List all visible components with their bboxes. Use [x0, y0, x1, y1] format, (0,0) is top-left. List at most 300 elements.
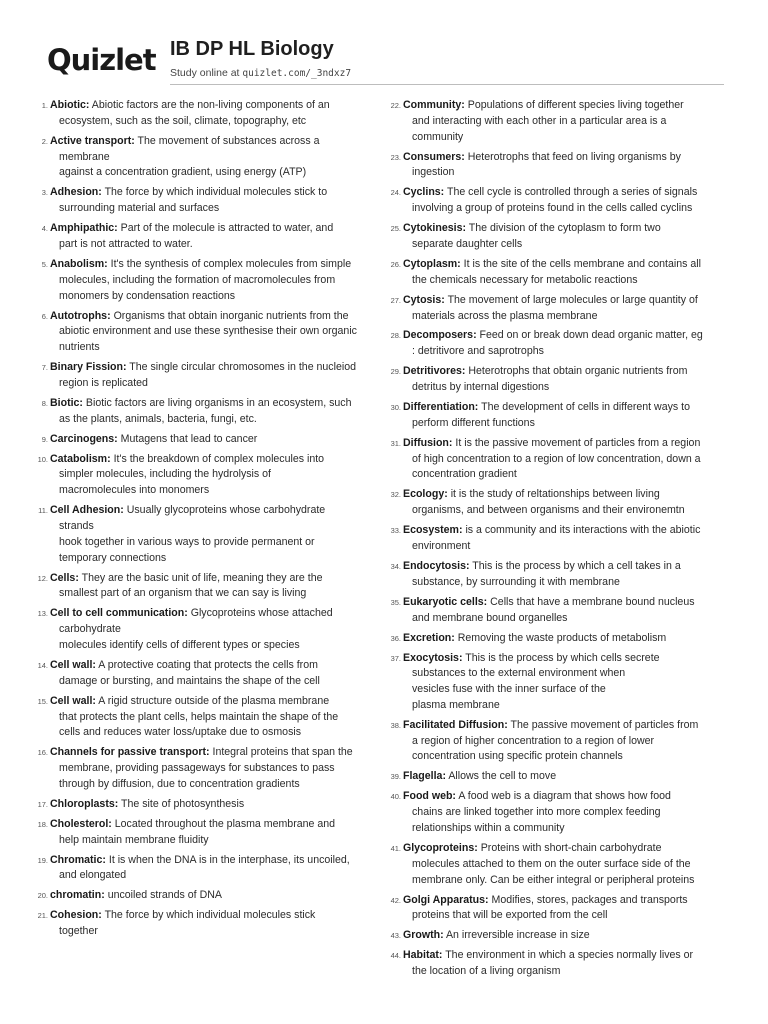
term-number: 26. — [390, 259, 401, 269]
term-number: 42. — [390, 895, 401, 905]
definition-text: macromolecules into monomers — [59, 484, 210, 497]
term-line — [403, 682, 723, 698]
definition-text: community — [412, 130, 464, 143]
term-number: 33. — [390, 526, 401, 536]
definition-text: substances to the external environment when — [412, 667, 626, 680]
term-line — [403, 293, 723, 309]
term-name: Biotic: — [50, 396, 83, 409]
term-line — [50, 658, 364, 674]
definition-text: smallest part of an organism that we can say is living — [59, 587, 307, 600]
definition-text: the location of a living organism — [412, 965, 561, 978]
term-name: Anabolism: — [50, 257, 108, 270]
definition-text: The site of photosynthesis — [121, 797, 245, 810]
term-line — [50, 376, 364, 392]
definition-text: Modifies, stores, packages and transports — [491, 893, 688, 906]
definition-text: It's the breakdown of complex molecules into — [113, 452, 325, 465]
term-line — [403, 416, 723, 432]
term-name: Cytokinesis: — [403, 222, 466, 235]
term-line — [403, 380, 723, 396]
term-line — [403, 237, 723, 253]
term-entry — [383, 523, 723, 555]
term-line — [50, 761, 364, 777]
term-number: 41. — [390, 844, 401, 854]
definition-text: Organisms that obtain inorganic nutrients from the — [113, 309, 349, 322]
term-number: 20. — [37, 891, 48, 901]
term-line — [50, 114, 364, 130]
term-entry — [383, 789, 723, 836]
term-name: Consumers: — [403, 150, 465, 163]
term-line — [50, 797, 364, 813]
term-entry — [30, 853, 364, 885]
term-number: 23. — [390, 152, 401, 162]
definition-text: The environment in which a species normally lives or — [445, 949, 694, 962]
term-entry — [30, 360, 364, 392]
term-entry — [383, 595, 723, 627]
term-number: 44. — [390, 951, 401, 961]
term-name: Cytoplasm: — [403, 257, 461, 270]
definition-text: against a concentration gradient, using energy (ATP) — [59, 166, 307, 179]
definition-text: A food web is a diagram that shows how food — [458, 790, 671, 803]
term-line — [50, 817, 364, 833]
term-entry — [30, 257, 364, 304]
definition-text: Populations of different species living together — [467, 99, 684, 111]
definition-text: concentration gradient — [412, 468, 517, 481]
term-entry — [383, 559, 723, 591]
term-line — [403, 201, 723, 217]
term-name: Differentiation: — [403, 401, 479, 414]
term-name: Cholesterol: — [50, 817, 112, 830]
term-line — [50, 360, 364, 376]
term-line — [403, 698, 723, 714]
term-line — [50, 452, 364, 468]
term-line — [50, 745, 364, 761]
definition-text: This is the process by which cells secrete — [465, 651, 660, 664]
term-name: chromatin: — [50, 889, 105, 902]
term-line — [403, 503, 723, 519]
definition-text: perform different functions — [412, 416, 535, 429]
term-number: 29. — [390, 367, 401, 377]
term-line — [50, 340, 364, 356]
term-line — [403, 185, 723, 201]
term-line — [403, 575, 723, 591]
definition-text: that protects the plant cells, helps maintain the shape of the — [59, 710, 339, 723]
term-entry — [383, 436, 723, 483]
term-number: 35. — [390, 597, 401, 607]
definition-text: Located throughout the plasma membrane and — [114, 817, 336, 830]
term-name: Chromatic: — [50, 853, 106, 866]
term-entry — [383, 98, 723, 145]
term-line — [403, 651, 723, 667]
term-line — [50, 586, 364, 602]
term-name: Abiotic: — [50, 99, 90, 111]
term-entry — [30, 606, 364, 653]
term-number: 11. — [38, 506, 48, 516]
term-line — [50, 289, 364, 305]
definition-text: It is the site of the cells membrane and contains all — [463, 257, 701, 270]
term-line — [403, 273, 723, 289]
study-url-link[interactable]: quizlet.com/_3ndxz7 — [242, 68, 352, 79]
term-line — [403, 165, 723, 181]
definition-text: chains are linked together into more complex feeding — [412, 806, 661, 819]
term-line — [50, 165, 364, 181]
term-entry — [383, 893, 723, 925]
definition-text: : detritivore and saprotrophs — [412, 345, 544, 358]
term-line — [50, 571, 364, 587]
term-entry — [30, 817, 364, 849]
term-line — [50, 622, 364, 638]
term-entry — [30, 503, 364, 566]
definition-text: membrane — [59, 150, 110, 163]
term-entry — [383, 631, 723, 647]
definition-text: Feed on or break down dead organic matter, eg — [479, 329, 703, 342]
definition-text: Mutagens that lead to cancer — [120, 432, 258, 445]
term-number: 22. — [390, 101, 401, 110]
term-entry — [383, 364, 723, 396]
term-name: Facilitated Diffusion: — [403, 718, 508, 731]
definition-text: materials across the plasma membrane — [412, 309, 598, 322]
term-line — [50, 273, 364, 289]
term-number: 8. — [41, 398, 48, 408]
term-line — [403, 841, 723, 857]
term-number: 25. — [390, 224, 401, 234]
term-name: Food web: — [403, 790, 456, 803]
definition-text: temporary connections — [59, 551, 167, 564]
term-entry — [30, 452, 364, 499]
term-entry — [30, 98, 364, 130]
term-line — [50, 432, 364, 448]
term-number: 43. — [390, 931, 401, 941]
term-entry — [383, 293, 723, 325]
term-line — [50, 412, 364, 428]
term-entry — [30, 571, 364, 603]
term-line — [403, 559, 723, 575]
term-number: 16. — [37, 748, 48, 758]
term-name: Cell wall: — [50, 658, 96, 671]
term-line — [50, 237, 364, 253]
definition-text: The passive movement of particles from — [510, 718, 699, 731]
term-line — [50, 221, 364, 237]
term-line — [50, 324, 364, 340]
term-name: Catabolism: — [50, 452, 111, 465]
definition-text: An irreversible increase in size — [445, 929, 590, 942]
term-line — [50, 725, 364, 741]
term-name: Cell to cell communication: — [50, 607, 188, 620]
term-name: Cohesion: — [50, 909, 102, 922]
term-number: 21. — [37, 911, 48, 921]
term-name: Carcinogens: — [50, 432, 118, 445]
definition-text: it is the study of reltationships between living — [450, 488, 660, 501]
term-line — [50, 908, 364, 924]
definition-text: Heterotrophs that feed on living organisms by — [467, 150, 681, 163]
term-name: Cells: — [50, 571, 79, 584]
term-entry — [30, 432, 364, 448]
term-number: 6. — [41, 311, 48, 321]
term-line — [50, 924, 364, 940]
definition-text: strands — [59, 520, 94, 532]
term-line — [50, 777, 364, 793]
definition-text: damage or bursting, and maintains the shape of the cell — [59, 674, 320, 687]
term-name: Glycoproteins: — [403, 842, 478, 855]
set-title: IB DP HL Biology — [170, 38, 334, 60]
term-number: 18. — [37, 819, 48, 829]
definition-text: Abiotic factors are the non-living components of an — [91, 99, 330, 111]
term-line — [50, 606, 364, 622]
definition-text: simpler molecules, including the hydrolysis of — [59, 468, 271, 481]
term-line — [403, 344, 723, 360]
term-number: 3. — [41, 188, 48, 198]
term-line — [403, 487, 723, 503]
term-entry — [383, 257, 723, 289]
term-name: Channels for passive transport: — [50, 746, 210, 759]
definition-text: substance, by surrounding it with membrane — [412, 575, 620, 588]
term-line — [403, 595, 723, 611]
term-line — [50, 257, 364, 273]
term-name: Flagella: — [403, 770, 446, 783]
definition-text: The movement of large molecules or large quantity of — [447, 293, 698, 306]
definition-text: the chemicals necessary for metabolic reactions — [412, 273, 638, 286]
definition-text: separate daughter cells — [412, 237, 523, 250]
definition-text: a region of higher concentration to a region of lower — [412, 734, 655, 747]
term-entry — [30, 221, 364, 253]
term-line — [403, 857, 723, 873]
term-number: 13. — [37, 609, 48, 619]
term-line — [50, 98, 364, 114]
term-line — [50, 150, 364, 166]
term-line — [50, 503, 364, 519]
term-line — [50, 888, 364, 904]
term-line — [50, 483, 364, 499]
term-name: Cell wall: — [50, 694, 96, 707]
term-name: Golgi Apparatus: — [403, 893, 489, 906]
term-entry — [30, 908, 364, 940]
term-line — [403, 718, 723, 734]
term-entry — [30, 134, 364, 181]
term-line — [403, 130, 723, 146]
term-line — [403, 908, 723, 924]
term-line — [403, 523, 723, 539]
term-line — [50, 638, 364, 654]
terms-column-left — [30, 98, 364, 944]
term-entry — [383, 841, 723, 888]
term-line — [50, 201, 364, 217]
term-line — [403, 928, 723, 944]
quizlet-logo: Quizlet — [47, 43, 156, 77]
term-name: Binary Fission: — [50, 361, 127, 374]
term-line — [403, 150, 723, 166]
term-name: Excretion: — [403, 631, 455, 644]
term-number: 9. — [41, 434, 48, 444]
term-name: Growth: — [403, 929, 444, 942]
term-line — [403, 452, 723, 468]
term-line — [403, 221, 723, 237]
definition-text: Heterotrophs that obtain organic nutrients from — [468, 365, 688, 378]
term-number: 17. — [37, 799, 48, 809]
term-line — [50, 309, 364, 325]
term-line — [50, 134, 364, 150]
term-number: 30. — [390, 403, 401, 413]
term-name: Chloroplasts: — [50, 797, 119, 810]
definition-text: region is replicated — [59, 376, 148, 389]
term-line — [403, 893, 723, 909]
term-line — [403, 631, 723, 647]
term-entry — [30, 888, 364, 904]
term-entry — [383, 487, 723, 519]
definition-text: help maintain membrane fluidity — [59, 833, 209, 846]
definition-text: monomers by condensation reactions — [59, 289, 236, 302]
term-entry — [383, 948, 723, 980]
term-line — [50, 396, 364, 412]
term-line — [403, 467, 723, 483]
term-line — [403, 436, 723, 452]
definition-text: Biotic factors are living organisms in an ecosystem, such — [85, 396, 352, 409]
term-line — [403, 789, 723, 805]
term-entry — [383, 769, 723, 785]
definition-text: nutrients — [59, 341, 100, 354]
term-line — [50, 519, 364, 535]
definition-text: molecules, including the formation of macromolecules from — [59, 273, 336, 286]
definition-text: They are the basic unit of life, meaning they are the — [81, 571, 323, 584]
definition-text: part is not attracted to water. — [59, 237, 193, 250]
term-number: 7. — [41, 363, 48, 373]
term-name: Ecosystem: — [403, 524, 463, 537]
term-line — [403, 364, 723, 380]
term-name: Habitat: — [403, 949, 443, 962]
term-entry — [30, 396, 364, 428]
term-line — [50, 185, 364, 201]
term-line — [403, 611, 723, 627]
definition-text: Proteins with short-chain carbohydrate — [480, 842, 662, 855]
definition-text: Integral proteins that span the — [212, 746, 353, 759]
term-entry — [383, 150, 723, 182]
term-entry — [30, 694, 364, 741]
term-name: Cell Adhesion: — [50, 504, 124, 517]
term-entry — [383, 928, 723, 944]
definition-text: carbohydrate — [59, 623, 121, 636]
definition-text: and interacting with each other in a particular area is a — [412, 114, 667, 127]
term-line — [403, 873, 723, 889]
definition-text: The cell cycle is controlled through a series of signals — [446, 186, 698, 199]
definition-text: vesicles fuse with the inner surface of the — [412, 683, 606, 696]
term-name: Diffusion: — [403, 436, 453, 449]
definition-text: environment — [412, 539, 471, 552]
term-line — [403, 257, 723, 273]
term-number: 38. — [390, 720, 401, 730]
page-header — [0, 0, 768, 90]
term-entry — [30, 185, 364, 217]
definition-text: molecules attached to them on the outer surface side of the — [412, 857, 691, 870]
definition-text: organisms, and between organisms and their environemtn — [412, 504, 685, 517]
term-name: Detritivores: — [403, 365, 466, 378]
definition-text: proteins that will be exported from the cell — [412, 909, 608, 922]
term-name: Autotrophs: — [50, 309, 111, 322]
definition-text: concentration using specific protein channels — [412, 750, 623, 763]
term-line — [403, 749, 723, 765]
definition-text: detritus by internal digestions — [412, 381, 550, 394]
term-number: 14. — [37, 660, 48, 670]
definition-text: involving a group of proteins found in the cells called cyclins — [412, 202, 693, 215]
definition-text: Cells that have a membrane bound nucleus — [490, 595, 695, 608]
term-line — [403, 539, 723, 555]
term-number: 27. — [390, 295, 401, 305]
definition-text: and membrane bound organelles — [412, 611, 568, 624]
term-line — [50, 551, 364, 567]
term-number: 37. — [390, 653, 401, 663]
term-line — [50, 467, 364, 483]
term-name: Eukaryotic cells: — [403, 595, 488, 608]
definition-text: The movement of substances across a — [137, 134, 320, 147]
term-entry — [30, 309, 364, 356]
term-entry — [383, 185, 723, 217]
term-number: 12. — [37, 573, 48, 583]
definition-text: A rigid structure outside of the plasma membrane — [98, 694, 330, 707]
term-number: 24. — [390, 188, 401, 198]
definition-text: through by diffusion, due to concentration gradients — [59, 777, 300, 790]
term-name: Cyclins: — [403, 186, 445, 199]
term-entry — [383, 328, 723, 360]
definition-text: plasma membrane — [412, 698, 500, 711]
header-divider — [170, 84, 724, 85]
definition-text: The force by which individual molecules stick to — [104, 186, 328, 199]
term-name: Cytosis: — [403, 293, 445, 306]
term-line — [403, 328, 723, 344]
term-name: Amphipathic: — [50, 222, 118, 235]
term-line — [403, 821, 723, 837]
term-line — [403, 734, 723, 750]
definition-text: Removing the waste products of metabolism — [457, 631, 667, 644]
term-name: Endocytosis: — [403, 559, 470, 572]
term-line — [403, 769, 723, 785]
definition-text: of high concentration to a region of low concentration, down a — [412, 452, 701, 465]
definition-text: Part of the molecule is attracted to water, and — [120, 222, 334, 235]
definition-text: It's the synthesis of complex molecules from simple — [110, 257, 352, 270]
definition-text: hook together in various ways to provide permanent or — [59, 535, 315, 548]
term-number: 10. — [37, 454, 48, 464]
definition-text: relationships within a community — [412, 822, 565, 835]
definition-text: A protective coating that protects the cells from — [98, 658, 318, 671]
term-line — [403, 114, 723, 130]
term-name: Decomposers: — [403, 329, 477, 342]
term-line — [50, 674, 364, 690]
definition-text: Glycoproteins whose attached — [190, 607, 333, 620]
term-line — [50, 853, 364, 869]
definition-text: Allows the cell to move — [448, 770, 557, 783]
definition-text: The force by which individual molecules stick — [104, 909, 316, 922]
term-name: Exocytosis: — [403, 651, 463, 664]
definition-text: The single circular chromosomes in the nucleiod — [129, 361, 356, 374]
term-entry — [383, 651, 723, 714]
term-line — [403, 805, 723, 821]
definition-text: Usually glycoproteins whose carbohydrate — [126, 504, 326, 517]
definition-text: and elongated — [59, 869, 127, 882]
term-entry — [383, 221, 723, 253]
term-number: 2. — [41, 136, 48, 146]
study-online-line — [170, 66, 351, 81]
term-line — [403, 309, 723, 325]
definition-text: abiotic environment and use these synthesise their own organic — [59, 325, 357, 338]
definition-text: cells and reduces water loss/uptake due to osmosis — [59, 726, 302, 739]
definition-text: is a community and its interactions with the abiotic — [465, 524, 701, 537]
term-line — [50, 535, 364, 551]
study-prefix: Study online at — [170, 67, 243, 79]
definition-text: ingestion — [412, 166, 455, 179]
definition-text: It is the passive movement of particles from a region — [455, 436, 701, 449]
term-entry — [30, 658, 364, 690]
term-number: 28. — [390, 331, 401, 341]
term-line — [403, 400, 723, 416]
term-line — [50, 694, 364, 710]
definition-text: uncoiled strands of DNA — [107, 889, 222, 902]
definition-text: as the plants, animals, bacteria, fungi, etc. — [59, 412, 257, 425]
